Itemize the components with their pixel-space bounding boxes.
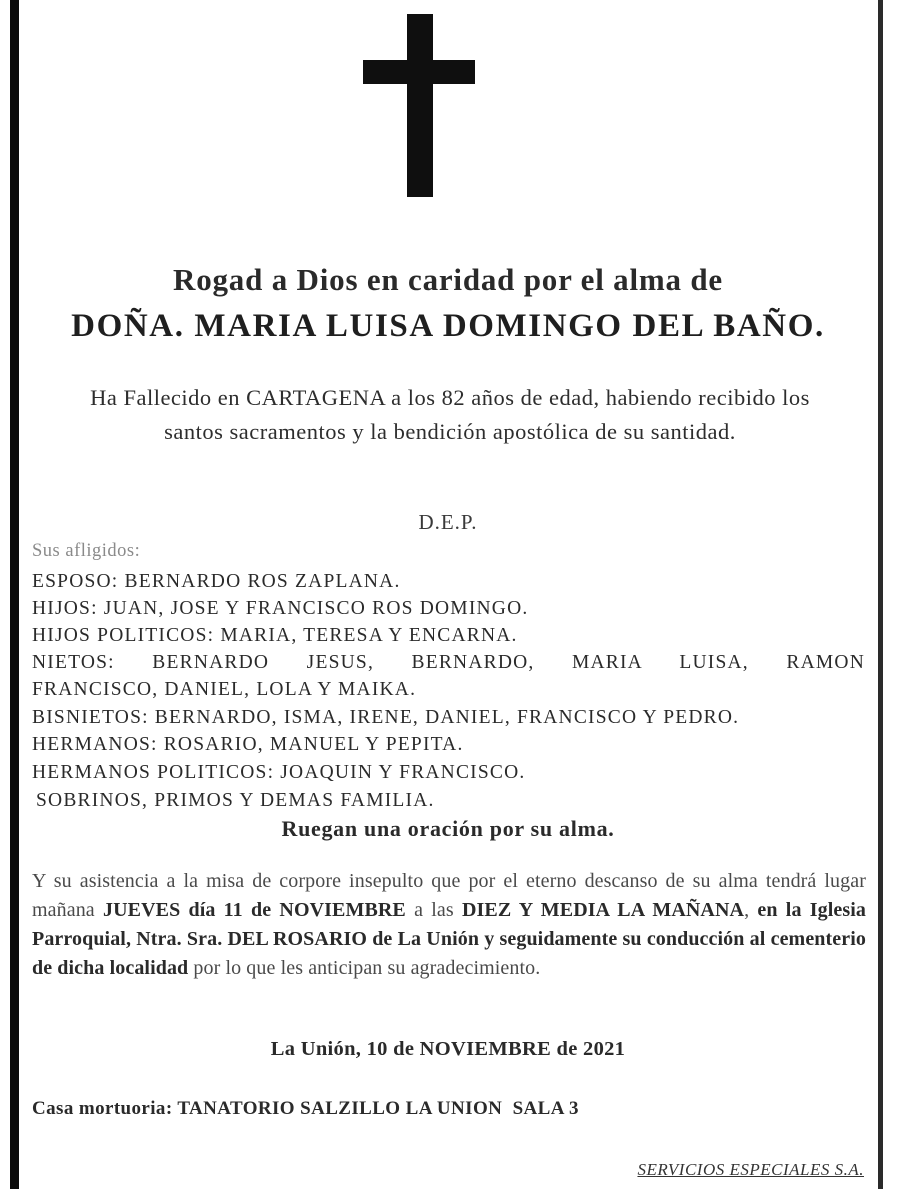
prayer-heading: Rogad a Dios en caridad por el alma de — [173, 262, 723, 297]
family-spouse: ESPOSO: BERNARDO ROS ZAPLANA. — [32, 571, 401, 592]
mass-time: DIEZ Y MEDIA LA MAÑANA — [462, 899, 745, 921]
family-children-in-law: HIJOS POLITICOS: MARIA, TERESA Y ENCARNA. — [32, 625, 518, 646]
mass-location: en la Iglesia Parroquial, Ntra. Sra. DEL ROSARIO de La Unión y seguidamente su conducción al cementerio de dicha localidad — [32, 899, 867, 979]
family-grandchildren-line2: FRANCISCO, DANIEL, LOLA Y MAIKA. — [32, 679, 417, 700]
dep-label: D.E.P. — [418, 510, 478, 534]
mass-text-4: por lo que les anticipan su agradecimiento. — [188, 957, 541, 979]
mass-day: JUEVES día 11 de NOVIEMBRE — [103, 899, 406, 921]
mass-text-2: a las — [405, 899, 462, 921]
right-border-line — [878, 0, 883, 1189]
prayer-request: Ruegan una oración por su alma. — [281, 816, 615, 841]
mass-details — [32, 867, 866, 983]
mass-text-1: Y su asistencia a la misa de corpore insepulto que por el eterno descanso de su alma tendrá lugar mañana — [32, 870, 866, 921]
cross-vertical-bar — [407, 14, 433, 197]
family-siblings: HERMANOS: ROSARIO, MANUEL Y PEPITA. — [32, 734, 464, 755]
afflicted-heading: Sus afligidos: — [32, 541, 141, 561]
death-announcement: Ha Fallecido en CARTAGENA a los 82 años de edad, habiendo recibido los santos sacramentos y la bendición apostólica de su santidad. — [90, 385, 810, 444]
date-line: La Unión, 10 de NOVIEMBRE de 2021 — [270, 1038, 626, 1060]
family-siblings-in-law: HERMANOS POLITICOS: JOAQUIN Y FRANCISCO. — [32, 762, 526, 783]
left-border-line — [10, 0, 19, 1189]
deceased-name: DOÑA. MARIA LUISA DOMINGO DEL BAÑO. — [71, 308, 825, 344]
mass-text-3: , — [744, 899, 758, 921]
family-grandchildren-line1: NIETOS: BERNARDO JESUS, BERNARDO, MARIA LUISA, RAMON — [32, 652, 865, 673]
funeral-services-company: SERVICIOS ESPECIALES S.A. — [637, 1160, 864, 1179]
family-other: SOBRINOS, PRIMOS Y DEMAS FAMILIA. — [36, 790, 435, 811]
cross-horizontal-bar — [363, 60, 475, 84]
funeral-home: Casa mortuoria: TANATORIO SALZILLO LA UNION SALA 3 — [32, 1098, 579, 1119]
family-great-grandchildren: BISNIETOS: BERNARDO, ISMA, IRENE, DANIEL, FRANCISCO Y PEDRO. — [32, 707, 740, 728]
family-children: HIJOS: JUAN, JOSE Y FRANCISCO ROS DOMINGO. — [32, 598, 529, 619]
